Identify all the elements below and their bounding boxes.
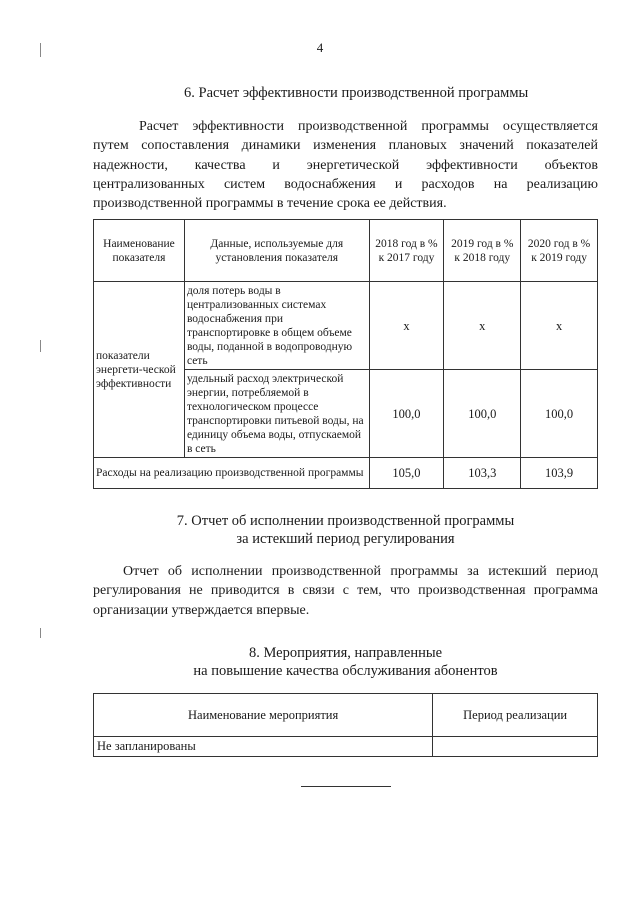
paragraph-line: централизованных систем водоснабжения и расходов на реализацию bbox=[93, 176, 598, 192]
group-label: показатели энергети-ческой эффективности bbox=[94, 282, 185, 458]
measures-table bbox=[93, 693, 598, 757]
efficiency-table bbox=[93, 219, 598, 489]
section-8-subtitle: на повышение качества обслуживания абонентов bbox=[193, 663, 498, 679]
paragraph-line: организации утверждается впервые. bbox=[93, 602, 310, 618]
section-8-title: 8. Мероприятия, направленные bbox=[248, 645, 443, 661]
value-2020: 100,0 bbox=[521, 370, 598, 458]
paragraph-line: надежности, качества и энергетической эффективности объектов bbox=[93, 157, 598, 173]
expenses-2020: 103,9 bbox=[521, 458, 598, 489]
paragraph-line: Отчет об исполнении производственной программы за истекший период bbox=[123, 564, 598, 579]
header-2020: 2020 год в % к 2019 году bbox=[521, 220, 598, 282]
row-data: удельный расход электрической энергии, потребляемой в технологическом процессе транспортировки питьевой воды, на единицу объема воды, отпускаемой в сеть bbox=[184, 370, 369, 458]
value-2019: x bbox=[444, 282, 521, 370]
page-number: 4 bbox=[316, 40, 324, 55]
header-period: Период реализации bbox=[433, 694, 598, 737]
header-2018: 2018 год в % к 2017 году bbox=[369, 220, 444, 282]
section-7-subtitle: за истекший период регулирования bbox=[236, 531, 455, 547]
section-6-paragraph bbox=[93, 117, 598, 213]
paragraph-line: путем сопоставления динамики изменения плановых значений показателей bbox=[93, 138, 598, 154]
scan-mark bbox=[40, 628, 41, 638]
measure-cell: Не запланированы bbox=[94, 737, 433, 757]
paragraph-line: производственной программы в течение срока ее действия. bbox=[93, 196, 447, 212]
value-2020: x bbox=[521, 282, 598, 370]
value-2018: x bbox=[369, 282, 444, 370]
header-2019: 2019 год в % к 2018 году bbox=[444, 220, 521, 282]
value-2018: 100,0 bbox=[369, 370, 444, 458]
paragraph-line: Расчет эффективности производственной программы осуществляется bbox=[139, 119, 598, 134]
header-indicator: Наименование показателя bbox=[94, 220, 185, 282]
expenses-2019: 103,3 bbox=[444, 458, 521, 489]
end-rule bbox=[301, 786, 391, 787]
section-7-title: 7. Отчет об исполнении производственной программы bbox=[176, 513, 515, 529]
header-data: Данные, используемые для установления показателя bbox=[184, 220, 369, 282]
scan-mark bbox=[40, 340, 41, 352]
value-2019: 100,0 bbox=[444, 370, 521, 458]
section-7-paragraph bbox=[93, 562, 598, 620]
header-measure: Наименование мероприятия bbox=[94, 694, 433, 737]
paragraph-line: регулирования не приводится в связи с тем, что производственная программа bbox=[93, 583, 598, 599]
row-data: доля потерь воды в централизованных системах водоснабжения при транспортировке в общем объеме воды, поданной в водопроводную сеть bbox=[184, 282, 369, 370]
expenses-2018: 105,0 bbox=[369, 458, 444, 489]
period-cell bbox=[433, 737, 598, 757]
expenses-label: Расходы на реализацию производственной программы bbox=[94, 458, 370, 489]
section-6-title: 6. Расчет эффективности производственной программы bbox=[184, 85, 529, 101]
